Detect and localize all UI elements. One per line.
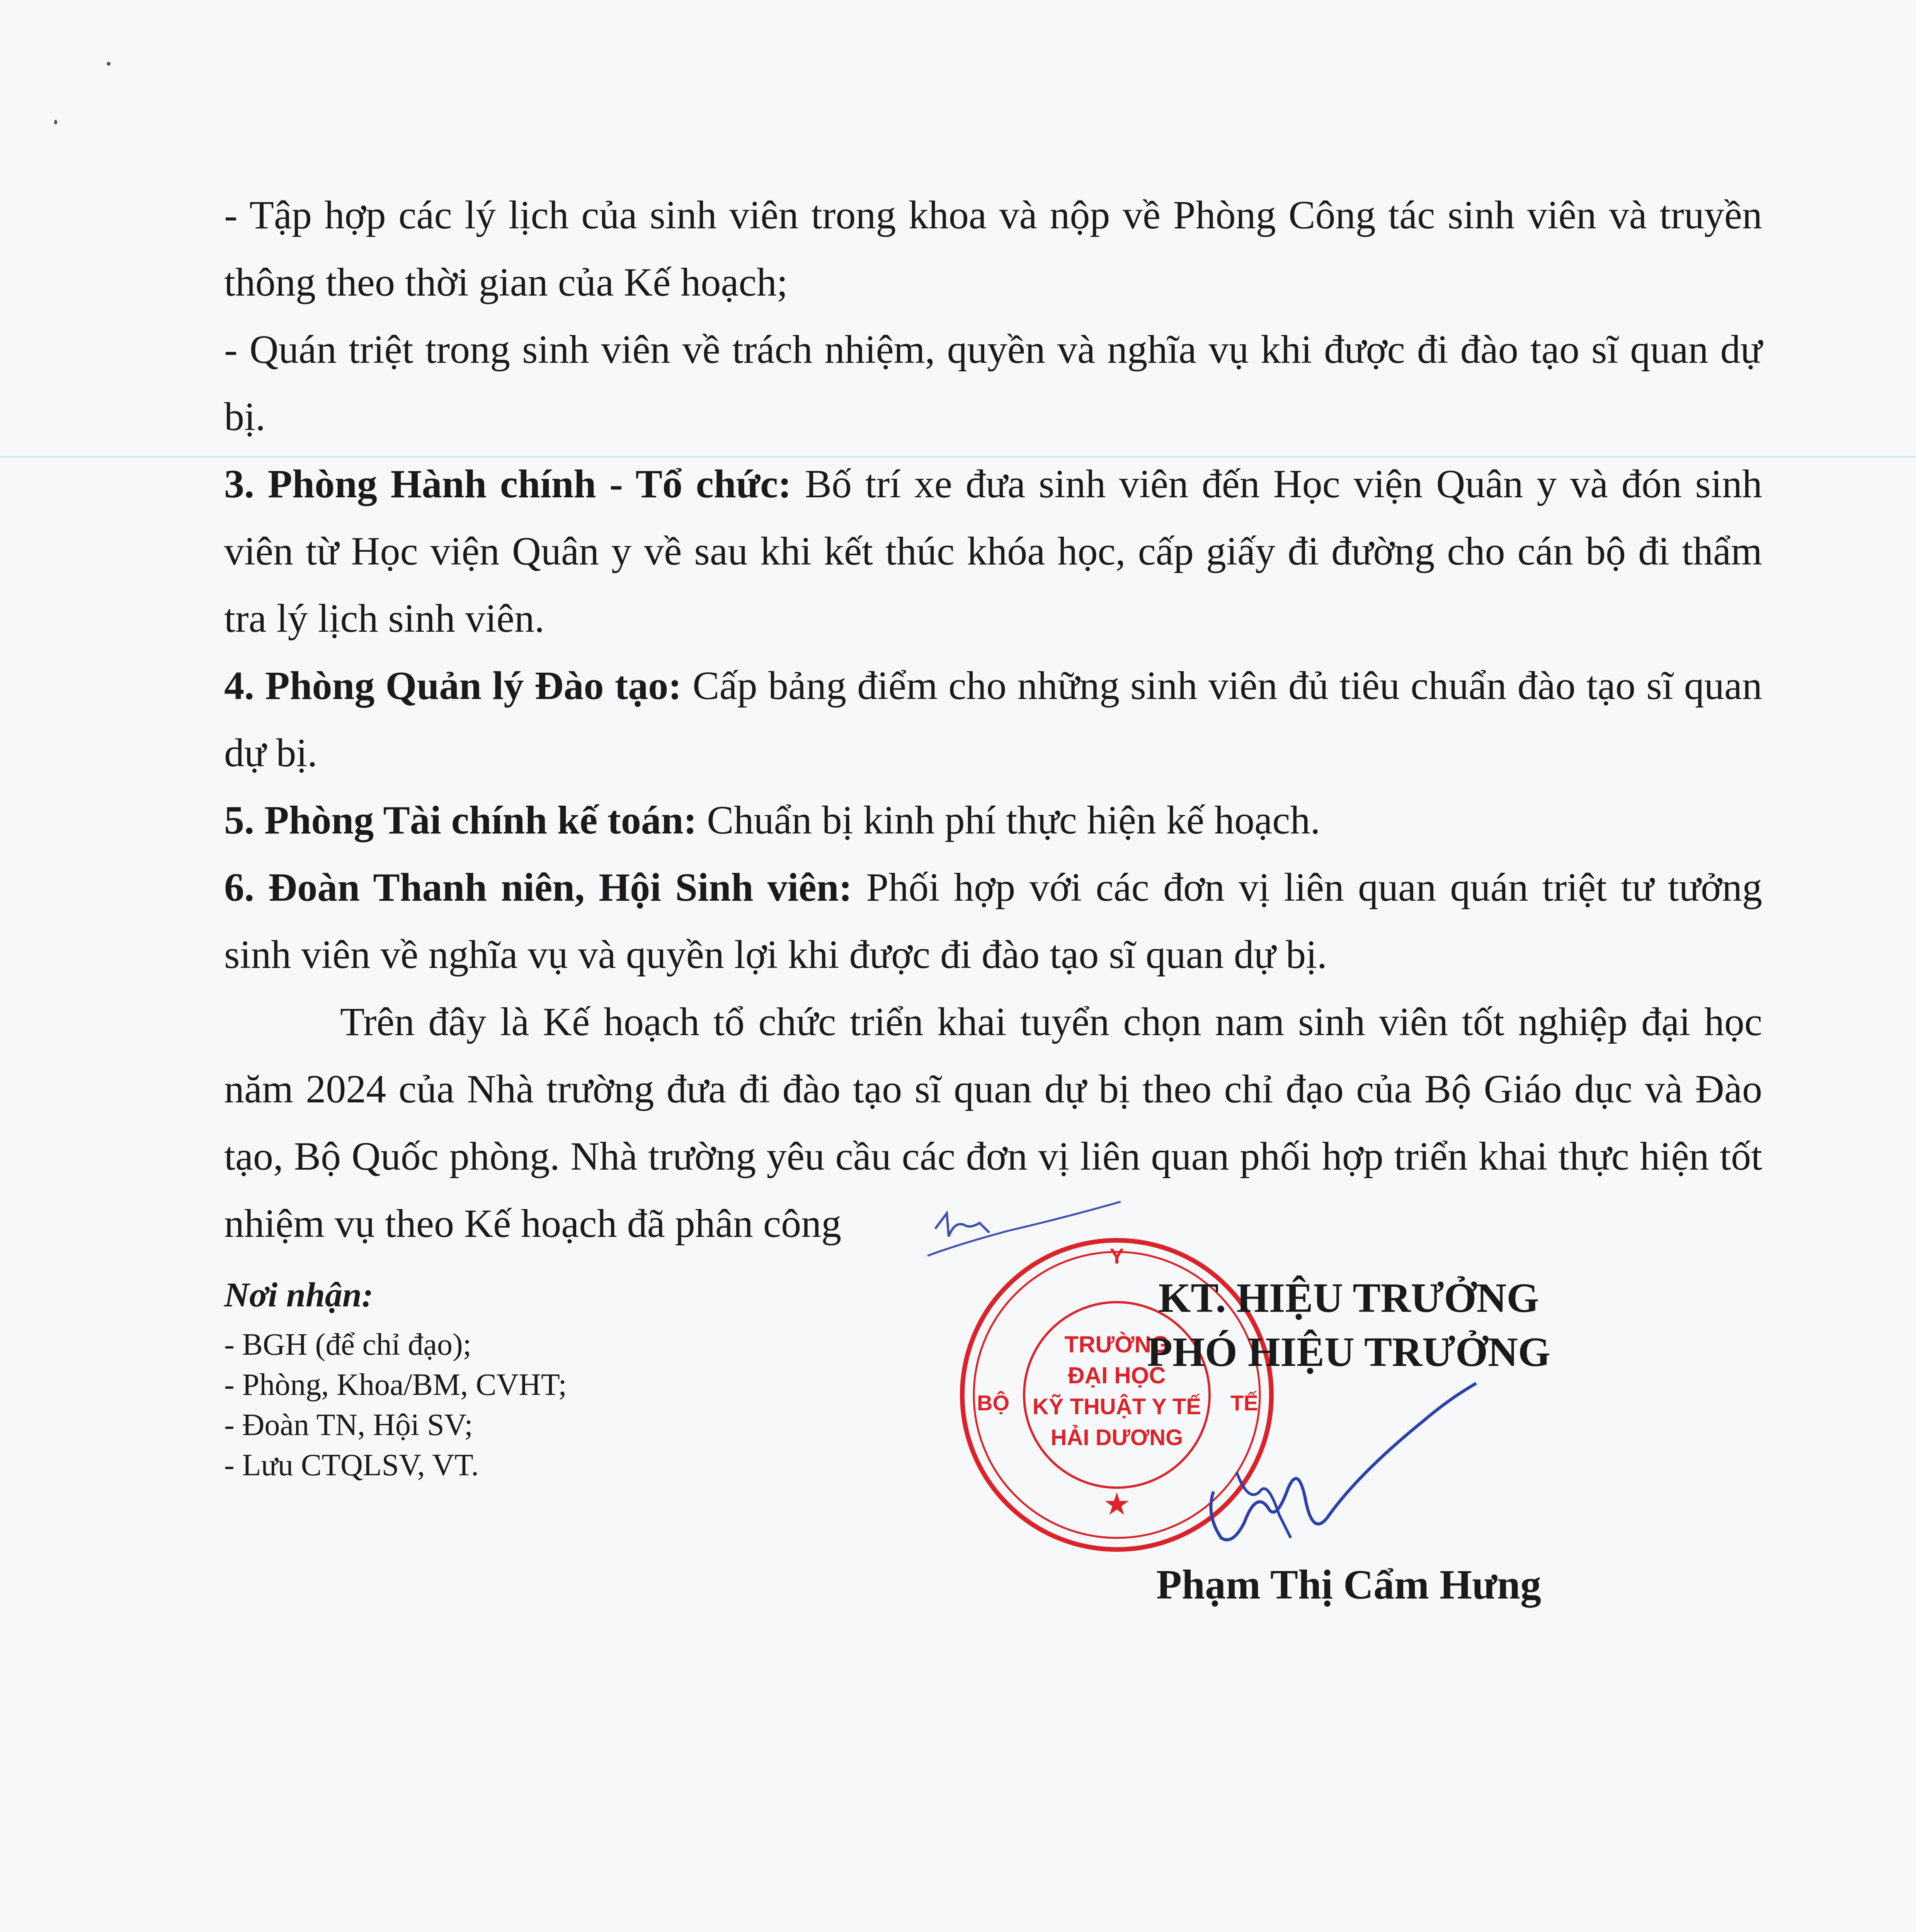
paragraph-text: Bố trí xe đưa sinh viên đến Học viện Quân y và đón sinh viên từ Học viện Quân y về sau khi kết thúc khóa học, cấp giấy đi đường cho cán bộ đi thẩm tra lý lịch sinh viên. — [224, 462, 1762, 641]
scan-speck — [107, 62, 111, 66]
paragraph — [224, 451, 1762, 652]
seal-line-1: TRƯỜNG — [1064, 1332, 1169, 1357]
paragraph-heading: 4. Phòng Quản lý Đào tạo: — [224, 663, 682, 708]
handwritten-signature — [1190, 1376, 1484, 1553]
paragraph-heading: 5. Phòng Tài chính kế toán: — [224, 798, 697, 842]
paragraph — [224, 182, 1762, 316]
seal-line-4: HẢI DƯƠNG — [1050, 1425, 1183, 1450]
paragraph-heading: 3. Phòng Hành chính - Tổ chức: — [224, 462, 791, 506]
signature-title-line1: KT. HIỆU TRƯỞNG — [1158, 1275, 1539, 1321]
paragraph-text: - Quán triệt trong sinh viên về trách nhiệm, quyền và nghĩa vụ khi được đi đào tạo sĩ quan dự bị. — [224, 327, 1762, 439]
paragraph-heading: 6. Đoàn Thanh niên, Hội Sinh viên: — [224, 865, 853, 910]
paragraph — [224, 652, 1762, 787]
paragraph-text: - Tập hợp các lý lịch của sinh viên trong khoa và nộp về Phòng Công tác sinh viên và truyền thông theo thời gian của Kế hoạch; — [224, 193, 1762, 304]
body-text — [224, 182, 1762, 1257]
recipient-item: - BGH (để chỉ đạo); — [224, 1328, 471, 1362]
scan-speck — [54, 120, 57, 124]
seal-text-top: Y — [1109, 1244, 1124, 1268]
paragraph — [224, 316, 1762, 451]
signer-name: Phạm Thị Cẩm Hưng — [1156, 1562, 1541, 1608]
paragraph — [224, 787, 1762, 854]
recipient-item: - Đoàn TN, Hội SV; — [224, 1408, 473, 1442]
recipient-item: - Lưu CTQLSV, VT. — [224, 1448, 479, 1482]
paragraph-text: Chuẩn bị kinh phí thực hiện kế hoạch. — [697, 798, 1320, 842]
recipients-block — [224, 1275, 881, 1485]
recipient-item: - Phòng, Khoa/BM, CVHT; — [224, 1368, 567, 1402]
seal-line-3: KỸ THUẬT Y TẾ — [1032, 1394, 1201, 1419]
recipients-title: Nơi nhận: — [224, 1276, 373, 1314]
seal-text-right: TẾ — [1230, 1391, 1258, 1415]
signature-title-line2: PHÓ HIỆU TRƯỞNG — [1147, 1329, 1551, 1375]
seal-line-2: ĐẠI HỌC — [1068, 1362, 1166, 1388]
paragraph — [224, 854, 1762, 988]
seal-text-left: BỘ — [977, 1391, 1009, 1415]
closing-text: Trên đây là Kế hoạch tổ chức triển khai tuyển chọn nam sinh viên tốt nghiệp đại học năm 2024 của Nhà trường đưa đi đào tạo sĩ quan dự bị theo chỉ đạo của Bộ Giáo dục và Đào tạo, Bộ Quốc phòng. Nhà trường yêu cầu các đơn vị liên quan phối hợp triển khai thực hiện tốt nhiệm vụ theo Kế hoạch đã phân công — [224, 1000, 1762, 1246]
signature-block — [1082, 1271, 1615, 1379]
paragraph-text: Phối hợp với các đơn vị liên quan quán triệt tư tưởng sinh viên về nghĩa vụ và quyền lợi khi được đi đào tạo sĩ quan dự bị. — [224, 865, 1763, 977]
paragraph-text: Cấp bảng điểm cho những sinh viên đủ tiêu chuẩn đào tạo sĩ quan dự bị. — [224, 663, 1762, 775]
seal-star-icon: ★ — [1103, 1486, 1131, 1522]
